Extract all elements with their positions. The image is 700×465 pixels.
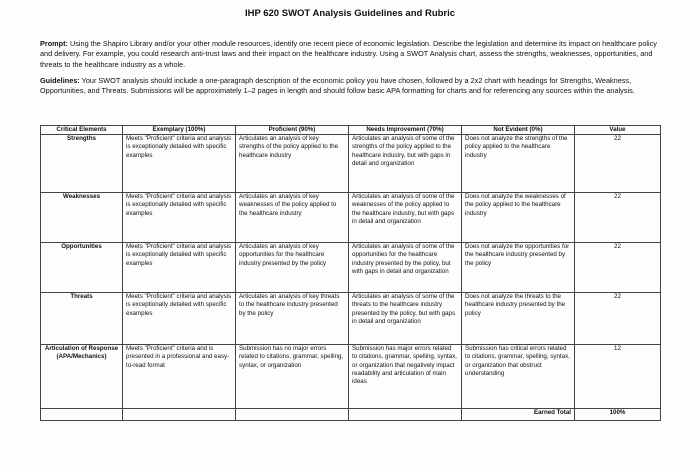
table-row [41, 293, 661, 345]
document-title: IHP 620 SWOT Analysis Guidelines and Rubric [244, 8, 456, 19]
needs-improvement-cell: Articulates an analysis of some of the threats to the healthcare industry presented by the policy, but with gaps in detail and organization [349, 293, 462, 345]
total-spacer [123, 409, 236, 421]
prompt-text: Using the Shapiro Library and/or your other module resources, identify one recent piece of economic legislation. Describe the legislation and determine its impact on healthcare policy and delivery. For example, you could research anti-trust laws and their impact on the healthcare industry. Using a SWOT Analysis chart, assess the strengths, weaknesses, opportunities, and threats to the healthcare industry as a whole. [40, 39, 657, 69]
not-evident-cell: Does not analyze the threats to the healthcare industry presented by the policy [462, 293, 575, 345]
not-evident-cell: Does not analyze the strengths of the policy applied to the healthcare industry [462, 135, 575, 193]
guidelines-label: Guidelines: [40, 76, 80, 85]
rubric-table [40, 125, 661, 421]
needs-improvement-cell: Articulates an analysis of some of the opportunities for the healthcare industry presented by the policy, but with gaps in detail and organization [349, 243, 462, 293]
header-critical-elements: Critical Elements [41, 126, 123, 135]
proficient-cell: Articulates an analysis of key weaknesses of the policy applied to the healthcare industry [236, 193, 349, 243]
criterion-cell: Opportunities [41, 243, 123, 293]
proficient-cell: Articulates an analysis of key strengths of the policy applied to the healthcare industry [236, 135, 349, 193]
proficient-cell: Articulates an analysis of key opportunities for the healthcare industry presented by the policy [236, 243, 349, 293]
exemplary-cell: Meets "Proficient" criteria and analysis is exceptionally detailed with specific examples [123, 293, 236, 345]
needs-improvement-cell: Submission has major errors related to citations, grammar, spelling, syntax, or organization that negatively impact readability and articulation of main ideas [349, 345, 462, 409]
needs-improvement-cell: Articulates an analysis of some of the weaknesses of the policy applied to the healthcare industry, but with gaps in detail and organization [349, 193, 462, 243]
total-row [41, 409, 661, 421]
value-cell: 22 [575, 193, 661, 243]
value-cell: 22 [575, 243, 661, 293]
value-cell: 12 [575, 345, 661, 409]
guidelines-paragraph [40, 76, 660, 97]
header-needs-improvement: Needs Improvement (70%) [349, 126, 462, 135]
total-spacer [349, 409, 462, 421]
exemplary-cell: Meets "Proficient" criteria and is presented in a professional and easy-to-read format [123, 345, 236, 409]
guidelines-text: Your SWOT analysis should include a one-paragraph description of the economic policy you have chosen, followed by a 2x2 chart with headings for Strengths, Weakness, Opportunities, and Threats. Submissions will be approximately 1–2 pages in length and should follow basic APA formatting for charts and for referencing any sources within the analysis. [40, 76, 635, 96]
not-evident-cell: Does not analyze the weaknesses of the policy applied to the healthcare industry [462, 193, 575, 243]
proficient-cell: Submission has no major errors related to citations, grammar, spelling, syntax, or organization [236, 345, 349, 409]
header-proficient: Proficient (90%) [236, 126, 349, 135]
header-value: Value [575, 126, 661, 135]
value-cell: 22 [575, 293, 661, 345]
table-row [41, 193, 661, 243]
prompt-label: Prompt: [40, 39, 68, 48]
total-spacer [41, 409, 123, 421]
table-row [41, 243, 661, 293]
criterion-cell: Articulation of Response (APA/Mechanics) [41, 345, 123, 409]
criterion-cell: Strengths [41, 135, 123, 193]
needs-improvement-cell: Articulates an analysis of some of the strengths of the policy applied to the healthcare industry, but with gaps in detail and organization [349, 135, 462, 193]
total-spacer [236, 409, 349, 421]
prompt-paragraph [40, 39, 660, 70]
header-exemplary: Exemplary (100%) [123, 126, 236, 135]
criterion-cell: Weaknesses [41, 193, 123, 243]
header-not-evident: Not Evident (0%) [462, 126, 575, 135]
proficient-cell: Articulates an analysis of key threats to the healthcare industry presented by the policy [236, 293, 349, 345]
value-cell: 22 [575, 135, 661, 193]
not-evident-cell: Does not analyze the opportunities for the healthcare industry presented by the policy [462, 243, 575, 293]
exemplary-cell: Meets "Proficient" criteria and analysis is exceptionally detailed with specific examples [123, 243, 236, 293]
rubric-header-row [41, 126, 661, 135]
earned-total-label: Earned Total [462, 409, 575, 421]
earned-total-value: 100% [575, 409, 661, 421]
criterion-cell: Threats [41, 293, 123, 345]
exemplary-cell: Meets "Proficient" criteria and analysis is exceptionally detailed with specific examples [123, 135, 236, 193]
table-row [41, 135, 661, 193]
exemplary-cell: Meets "Proficient" criteria and analysis is exceptionally detailed with specific examples [123, 193, 236, 243]
table-row [41, 345, 661, 409]
not-evident-cell: Submission has critical errors related to citations, grammar, spelling, syntax, or organization that obstruct understanding [462, 345, 575, 409]
